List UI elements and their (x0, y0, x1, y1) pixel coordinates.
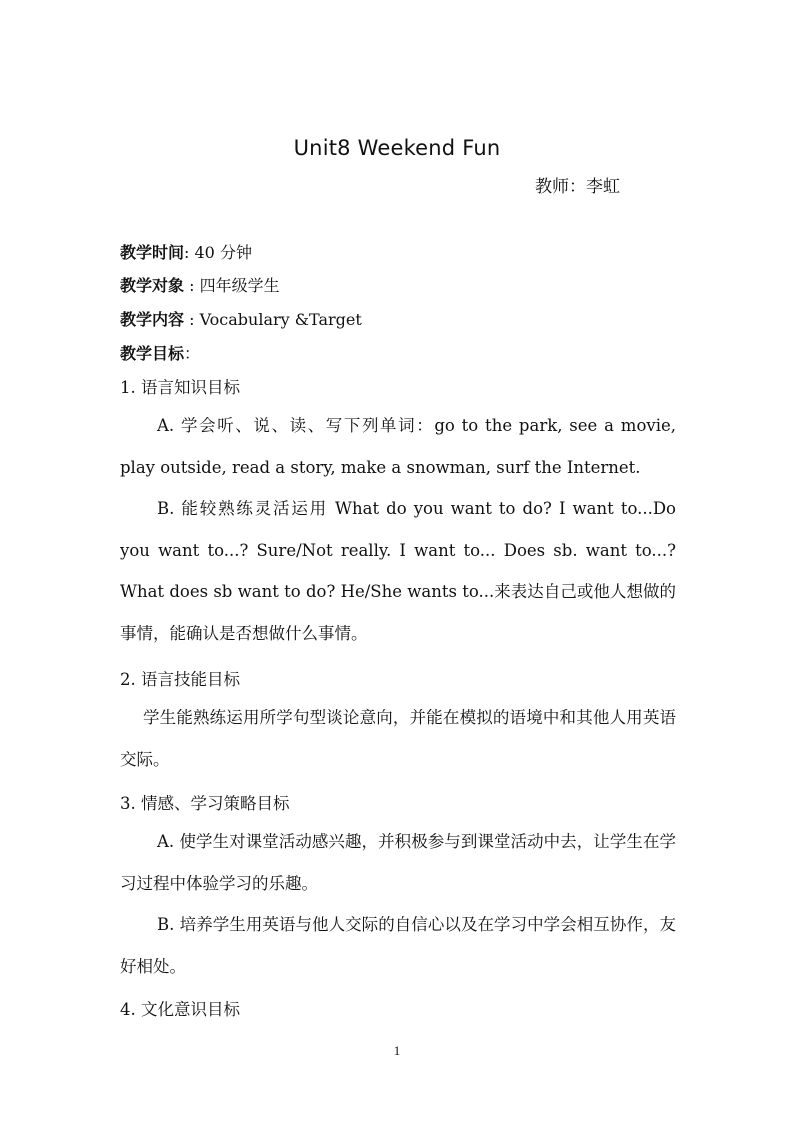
paragraph-3b: B. 培养学生用英语与他人交际的自信心以及在学习中学会相互协作，友好相处。 (120, 915, 676, 976)
meta-value: 40 分钟 (194, 243, 252, 262)
section-heading-3: 3. 情感、学习策略目标 (120, 794, 290, 813)
meta-separator: ： (184, 344, 201, 363)
meta-value: 四年级学生 (199, 276, 280, 295)
meta-teaching-goals (120, 341, 200, 364)
meta-label: 教学时间 (120, 243, 185, 262)
teacher-name: 教师：李虹 (535, 177, 620, 197)
meta-separator: : (184, 276, 200, 295)
section-heading-1: 1. 语言知识目标 (120, 378, 240, 397)
meta-value: Vocabulary &Target (199, 310, 362, 329)
meta-teaching-content (120, 307, 362, 330)
paragraph-3a: A. 使学生对课堂活动感兴趣，并积极参与到课堂活动中去，让学生在学习过程中体验学习的乐趣。 (120, 832, 676, 893)
section-heading-2: 2. 语言技能目标 (120, 670, 240, 689)
paragraph-2: 学生能熟练运用所学句型谈论意向，并能在模拟的语境中和其他人用英语交际。 (120, 708, 676, 769)
meta-label: 教学目标 (120, 344, 185, 363)
document-title: Unit8 Weekend Fun (293, 136, 501, 160)
section-heading-4: 4. 文化意识目标 (120, 1000, 240, 1019)
meta-label: 教学内容 (120, 310, 185, 329)
meta-label: 教学对象 (120, 276, 185, 295)
paragraph-1b: B. 能较熟练灵活运用 What do you want to do? I want to...Do you want to...? Sure/Not really. I want to... Does sb. want to...? What does sb want to do? He/She wants to...来表达自己或他人想做的事情，能确认是否想做什么事情。 (120, 499, 676, 643)
meta-teaching-time (120, 240, 252, 263)
paragraph-1a: A. 学会听、说、读、写下列单词：go to the park, see a movie, play outside, read a story, make a snowman, surf the Internet. (120, 416, 676, 477)
meta-teaching-target (120, 273, 280, 296)
page-number: 1 (393, 1043, 401, 1058)
meta-separator: : (184, 243, 195, 262)
meta-separator: : (184, 310, 200, 329)
